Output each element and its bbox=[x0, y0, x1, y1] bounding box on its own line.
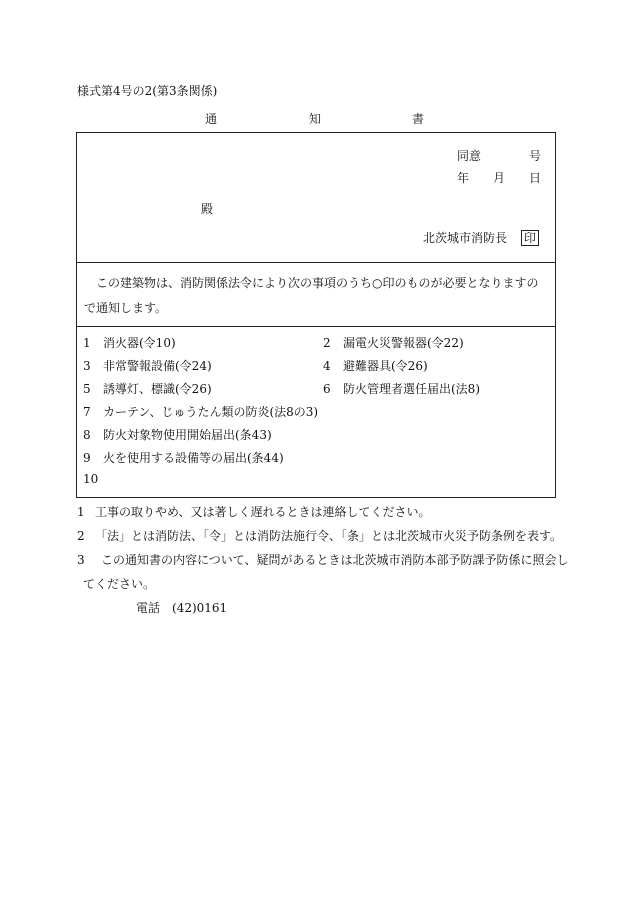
title-char-3: 書 bbox=[412, 112, 425, 126]
list-item: 2 漏電火災警報器(令22) bbox=[323, 336, 464, 350]
items-section bbox=[77, 326, 555, 497]
phone-number: (42)0161 bbox=[172, 601, 228, 615]
header-section bbox=[77, 133, 555, 263]
form-number: 様式第4号の2(第3条関係) bbox=[77, 84, 218, 98]
issuer-line bbox=[423, 229, 539, 246]
notice-form-table bbox=[76, 132, 556, 498]
note-continuation: てください。 bbox=[83, 577, 156, 591]
phone-line bbox=[136, 599, 227, 616]
list-item: 3 非常警報設備(令24) bbox=[83, 359, 212, 373]
body-text: この建築物は、消防関係法令により次の事項のうち○印のものが必要となりますので通知します。 bbox=[84, 276, 539, 315]
list-item: 8 防火対象物使用開始届出(条43) bbox=[83, 428, 272, 442]
document-title bbox=[0, 110, 630, 128]
note-item: 2 「法」とは消防法、「令」とは消防法施行令、「条」とは北茨城市火災予防条例を表す。 bbox=[77, 529, 563, 543]
year-label: 年 bbox=[457, 171, 470, 185]
list-item: 9 火を使用する設備等の届出(条44) bbox=[83, 451, 284, 465]
number-label: 号 bbox=[529, 149, 542, 163]
note-item: 1 工事の取りやめ、又は著しく遅れるときは連絡してください。 bbox=[77, 505, 431, 519]
month-label: 月 bbox=[493, 171, 506, 185]
consent-label: 同意 bbox=[457, 149, 482, 163]
list-item: 5 誘導灯、標識(令26) bbox=[83, 382, 212, 396]
body-section bbox=[77, 262, 555, 327]
list-item: 4 避難器具(令26) bbox=[323, 359, 428, 373]
list-item: 1 消火器(令10) bbox=[83, 336, 176, 350]
seal-mark: 印 bbox=[521, 230, 539, 246]
list-item: 7 カーテン、じゅうたん類の防炎(法8の3) bbox=[83, 405, 319, 419]
day-label: 日 bbox=[529, 171, 542, 185]
list-item: 10 bbox=[83, 472, 99, 486]
phone-label: 電話 bbox=[136, 601, 161, 615]
list-item: 6 防火管理者選任届出(法8) bbox=[323, 382, 480, 396]
addressee-suffix: 殿 bbox=[201, 202, 214, 216]
title-char-1: 通 bbox=[205, 112, 218, 126]
issuer-name: 北茨城市消防長 bbox=[423, 231, 508, 245]
title-char-2: 知 bbox=[309, 112, 322, 126]
note-item: 3 この通知書の内容について、疑問があるときは北茨城市消防本部予防課予防係に照会し bbox=[77, 553, 569, 567]
